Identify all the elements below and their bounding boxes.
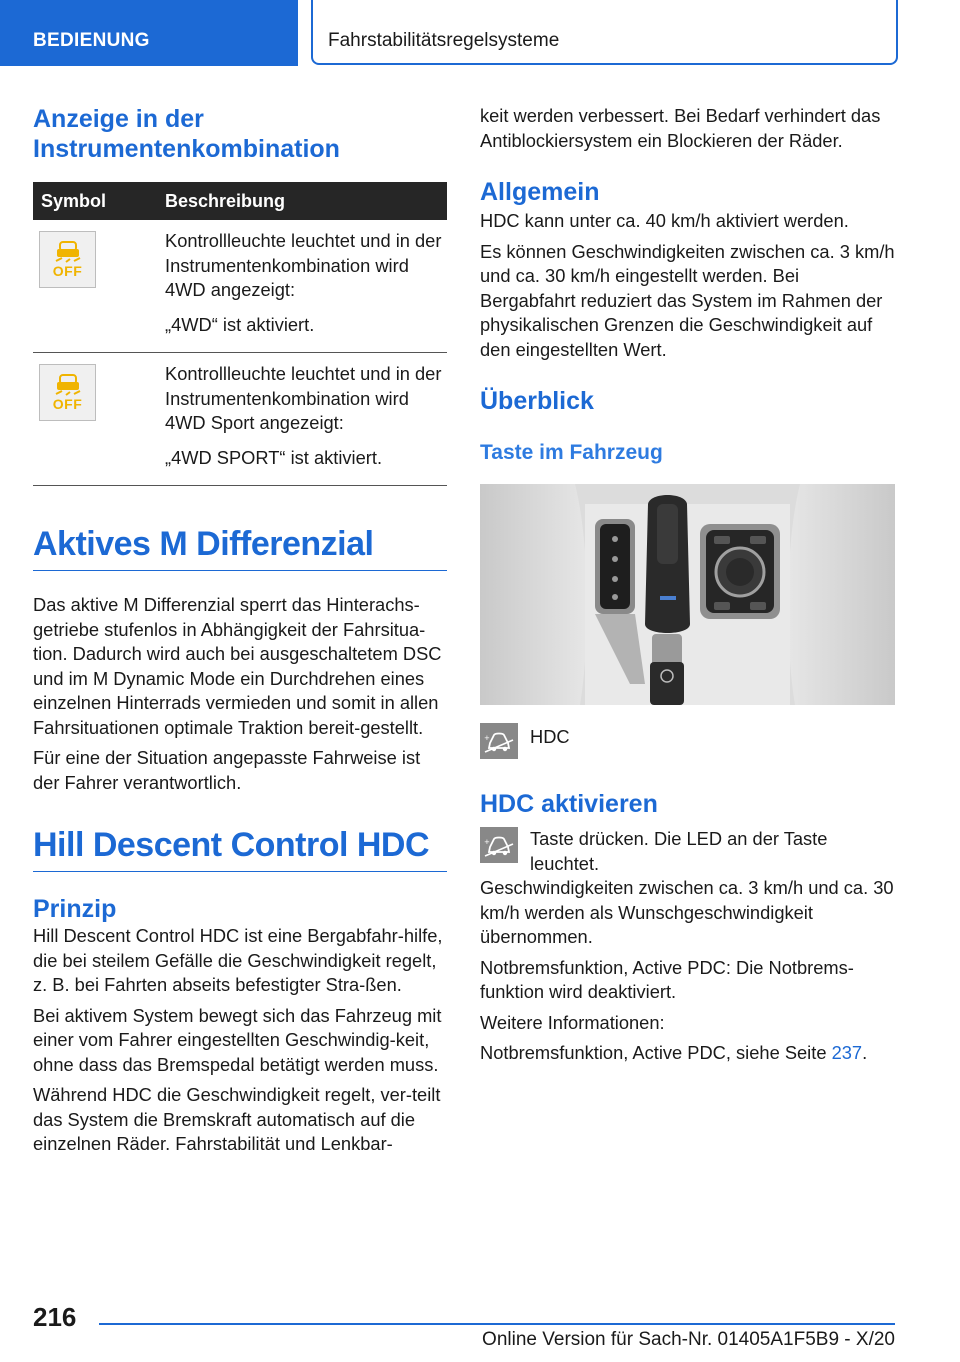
page-number: 216 (33, 1302, 77, 1332)
car-icon (54, 374, 82, 396)
heading-allgemein: Allgemein (480, 178, 600, 206)
prinzip-paragraph-3: Während HDC die Geschwindigkeit regelt, ver-teilt das System die Bremskraft automatisch auf die einzelnen Räder. Fahrstabilität und Lenkbar- (33, 1084, 441, 1154)
page-link-237[interactable]: 237 (831, 1042, 863, 1063)
center-console-photo (480, 484, 895, 705)
heading-taste-im-fahrzeug: Taste im Fahrzeug (480, 441, 663, 464)
chapter-box (311, 0, 898, 65)
aktivieren-paragraph-3: Notbremsfunktion, Active PDC: Die Notbrems-funktion wird deaktiviert. (480, 956, 854, 1002)
right-column (480, 104, 895, 1066)
row-text: Kontrollleuchte leuchtet und in der Instrumentenkombination wird 4WD Sport angezeigt: (165, 363, 442, 433)
hdc-button-icon (480, 723, 518, 759)
page-footer (0, 1294, 960, 1362)
symbol-table (33, 182, 447, 486)
4wd-sport-off-lamp-icon (39, 364, 96, 421)
heading-prinzip: Prinzip (33, 895, 117, 923)
allgemein-paragraph-2: Es können Geschwindigkeiten zwischen ca. 3 km/h und ca. 30 km/h eingestellt werden. Bei Bergabfahrt reduziert das System im Rahmen der physikalischen Grenzen die Geschwindigkeit auf den eingestellten Wert. (480, 240, 895, 360)
aktives-paragraph-1: Das aktive M Differenzial sperrt das Hinterachs-getriebe stufenlos in Abhängigkeit der Fahrsitua-tion. Dadurch wird auch bei ausgeschaltetem DSC und im M Dynamic Mode ein Durchdrehen eines einzelnen Hinterrads vermieden und somit in allen Fahrsituationen optimale Traktion bereit-gestellt. (33, 594, 442, 738)
footer-divider (99, 1323, 895, 1325)
hdc-label: HDC (530, 726, 570, 747)
col-symbol: Symbol (33, 182, 157, 220)
heading-anzeige: Anzeige in der Instrumentenkombination (33, 105, 340, 163)
aktivieren-paragraph-5: Notbremsfunktion, Active PDC, siehe Seite 237. (480, 1042, 868, 1063)
heading-hill-descent-control: Hill Descent Control HDC (33, 825, 447, 872)
4wd-off-lamp-icon (39, 231, 96, 288)
aktivieren-paragraph-2: Geschwindigkeiten zwischen ca. 3 km/h und ca. 30 km/h werden als Wunschgeschwindigkeit übernommen. (480, 877, 894, 947)
car-icon (54, 241, 82, 263)
continued-paragraph: keit werden verbessert. Bei Bedarf verhindert das Antiblockiersystem ein Blockieren der Räder. (480, 105, 881, 151)
heading-ueberblick: Überblick (480, 387, 594, 415)
table-row (33, 220, 447, 353)
row-text: Kontrollleuchte leuchtet und in der Instrumentenkombination wird 4WD angezeigt: (165, 230, 442, 300)
chapter-title: Fahrstabilitätsregelsysteme (328, 30, 560, 51)
row-note: „4WD SPORT“ ist aktiviert. (165, 446, 383, 468)
prinzip-paragraph-2: Bei aktivem System bewegt sich das Fahrzeug mit einer vom Fahrer eingestellten Geschwindig-keit, ohne dass das Bremspedal betätigt werden muss. (33, 1004, 442, 1075)
aktives-paragraph-2: Für eine der Situation angepasste Fahrweise ist der Fahrer verantwortlich. (33, 747, 421, 793)
table-header-row (33, 182, 447, 220)
lamp-off-label: OFF (52, 396, 83, 412)
console-illustration (480, 484, 895, 705)
heading-hdc-aktivieren: HDC aktivieren (480, 790, 658, 818)
aktivieren-paragraph-1: Taste drücken. Die LED an der Taste leuchtet. (530, 828, 828, 874)
heading-aktives-m-differenzial: Aktives M Differenzial (33, 524, 447, 571)
svg-text:+: + (484, 838, 490, 846)
aktivieren-paragraph-4: Weitere Informationen: (480, 1011, 665, 1033)
section-title: BEDIENUNG (33, 30, 150, 51)
row-note: „4WD“ ist aktiviert. (165, 313, 315, 335)
hdc-button-icon (480, 827, 518, 863)
left-column (33, 104, 447, 1157)
lamp-off-label: OFF (52, 263, 83, 279)
prinzip-paragraph-1: Hill Descent Control HDC ist eine Bergabfahr-hilfe, die bei steilem Gefälle die Geschwindigkeit regelt, z. B. bei Fahrten abseits befestigter Stra-ßen. (33, 925, 443, 995)
allgemein-paragraph-1: HDC kann unter ca. 40 km/h aktiviert werden. (480, 210, 849, 231)
table-row (33, 353, 447, 486)
online-version-text: Online Version für Sach-Nr. 01405A1F5B9 - X/20 (482, 1329, 895, 1350)
hdc-activate-row (480, 827, 895, 876)
page-header (0, 0, 960, 66)
svg-text:+: + (484, 734, 490, 742)
col-description: Beschreibung (157, 182, 447, 220)
hdc-key-row (480, 723, 895, 759)
section-tab (0, 0, 298, 66)
